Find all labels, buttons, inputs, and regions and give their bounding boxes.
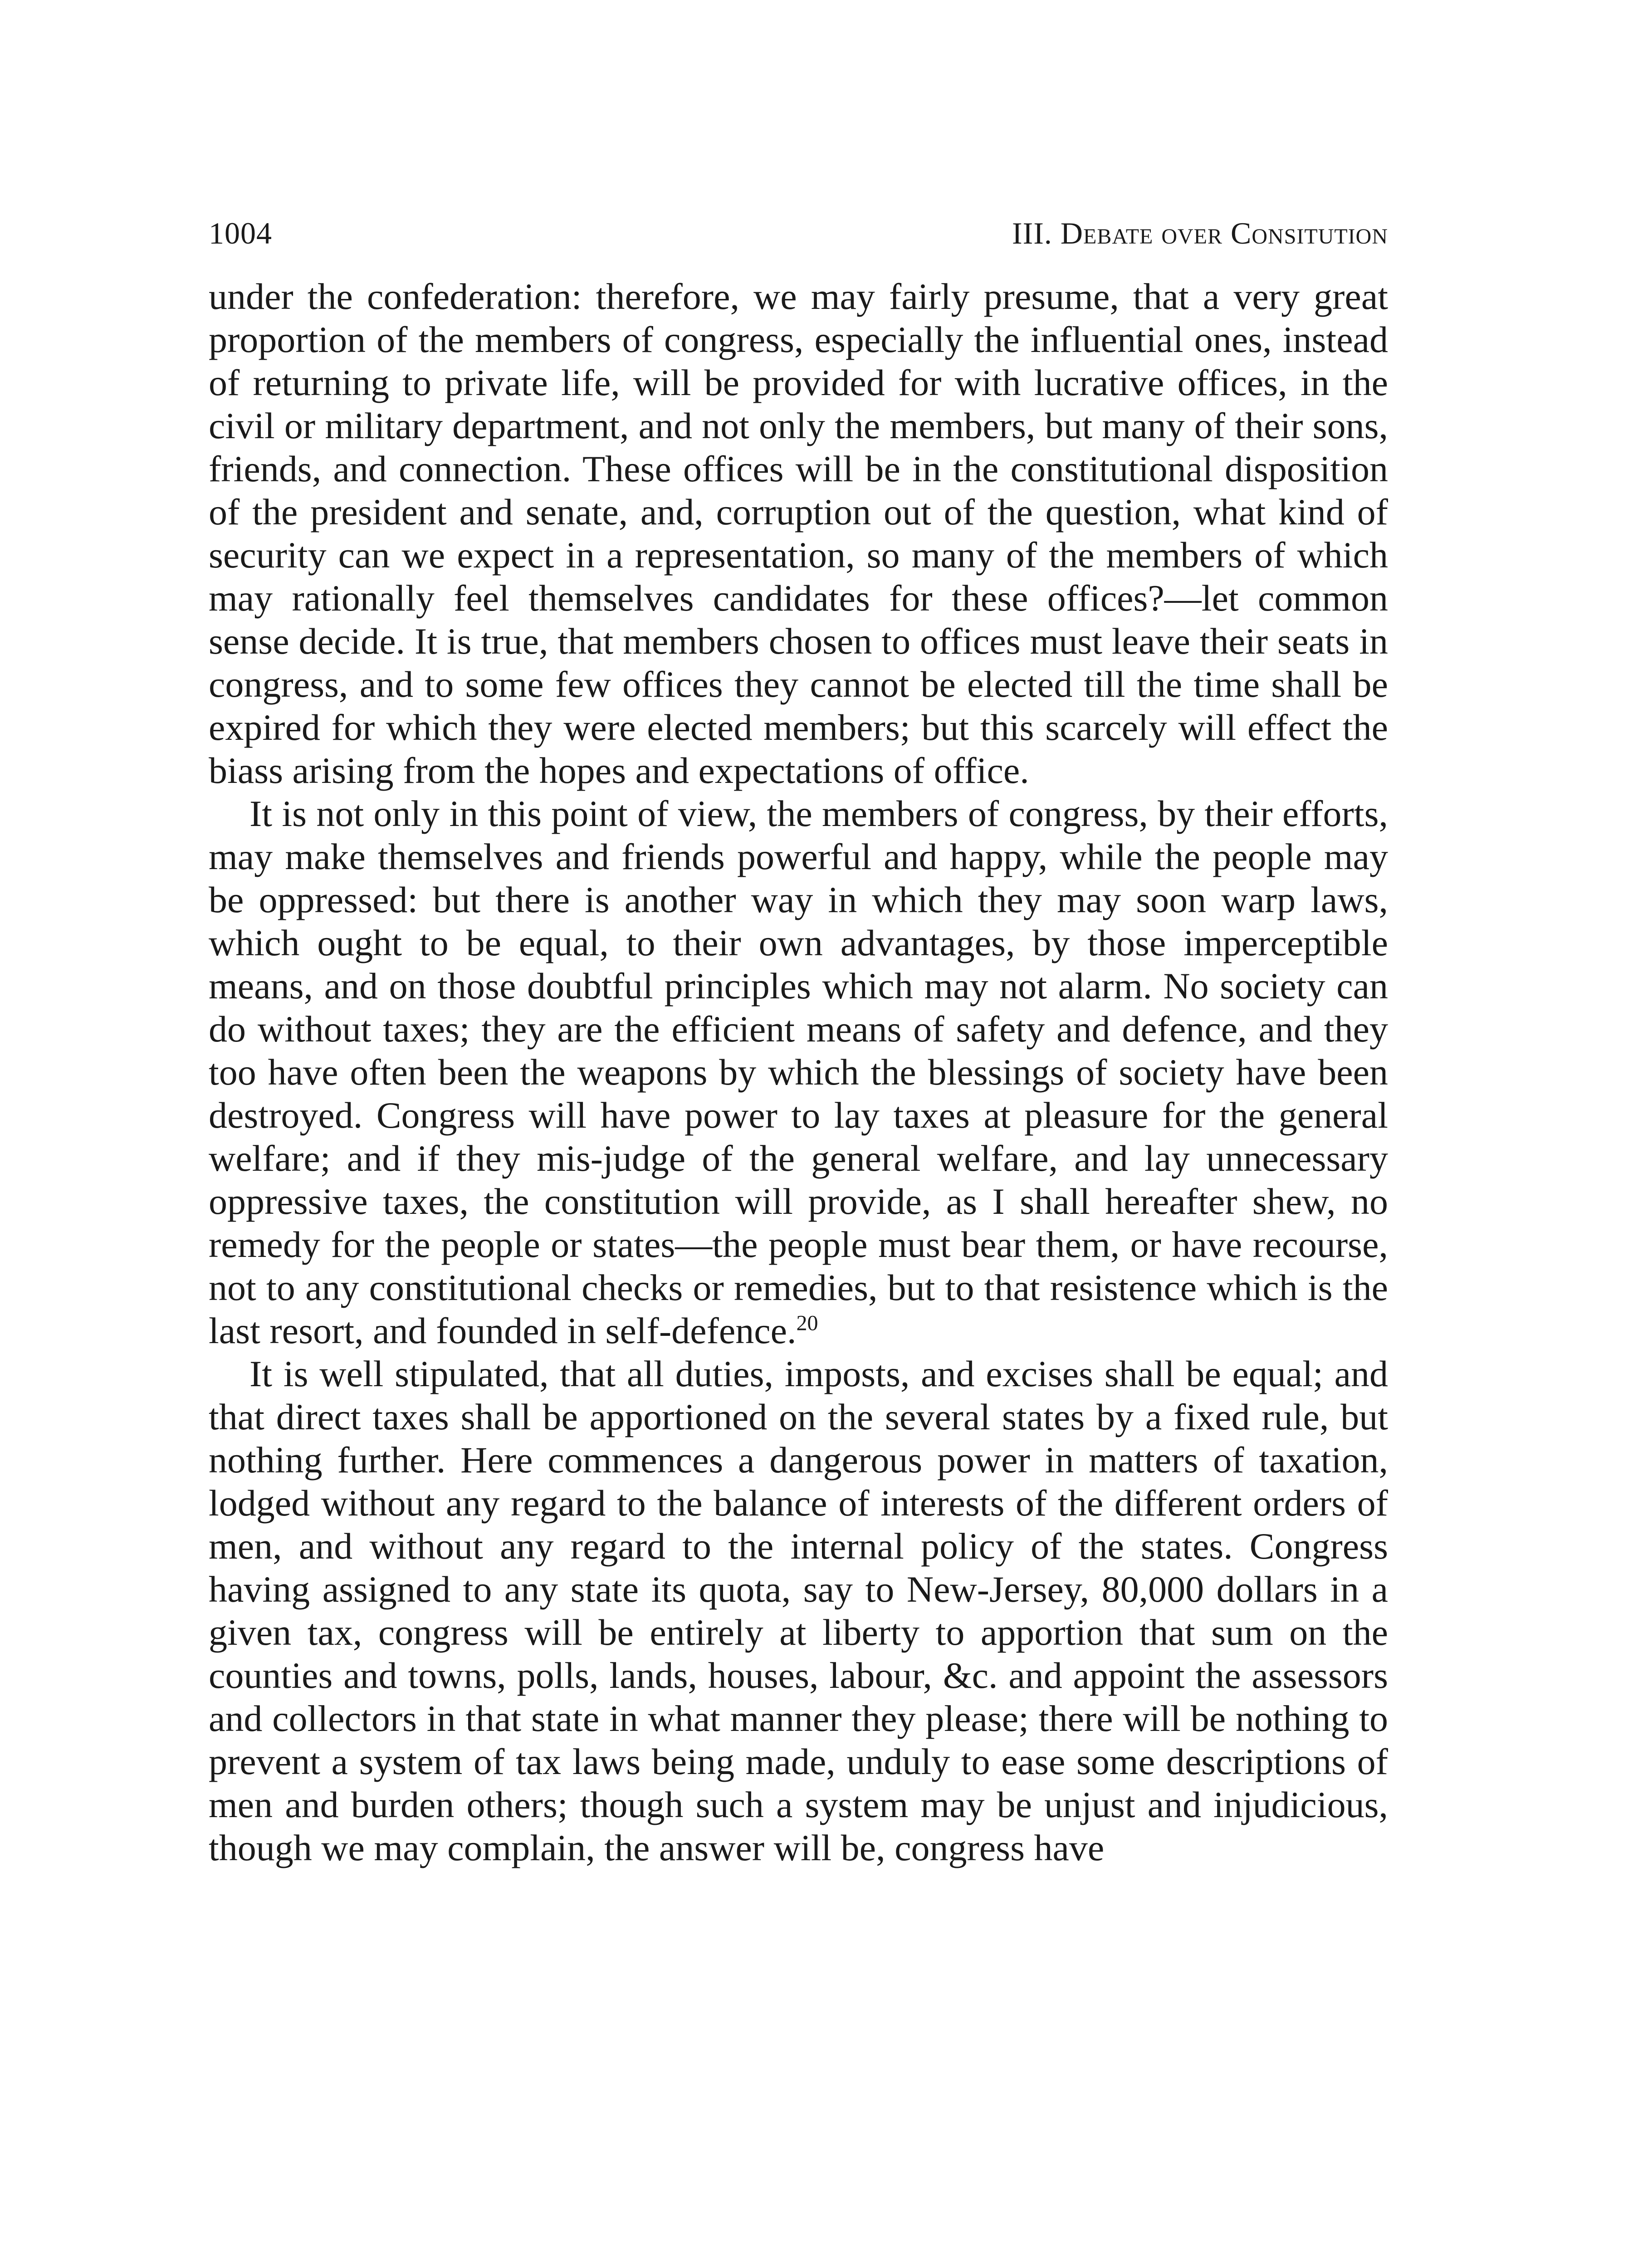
paragraph-1-text: under the confederation: therefore, we may fairly presume, that a very great proportion of the members of congress, especially the influential ones, instead of returning to private life, will be provided for with lucrative offices, in the civil or military department, and not only the members, but many of their sons, friends, and connection. These offices will be in the constitutional disposition of the president and senate, and, corruption out of the question, what kind of security can we expect in a representation, so many of the members of which may rationally feel themselves candidates for these offices?—let common sense decide. It is true, that members chosen to offices must leave their seats in congress, and to some few offices they cannot be elected till the time shall be expired for which they were elected members; but this scarcely will effect the biass arising from the hopes and expectations of office.: [209, 276, 1388, 791]
paragraph-1: [209, 275, 1388, 792]
document-page: [209, 218, 1388, 1869]
page-number: 1004: [209, 216, 272, 250]
paragraph-3-text: It is well stipulated, that all duties, imposts, and excises shall be equal; and that direct taxes shall be apportioned on the several states by a fixed rule, but nothing further. Here commences a dangerous power in matters of taxation, lodged without any regard to the balance of interests of the different orders of men, and without any regard to the internal policy of the states. Congress having assigned to any state its quota, say to New-Jersey, 80,000 dollars in a given tax, congress will be entirely at liberty to apportion that sum on the counties and towns, polls, lands, houses, labour, &c. and appoint the assessors and collectors in that state in what manner they please; there will be nothing to prevent a system of tax laws being made, unduly to ease some descriptions of men and burden others; though such a system may be unjust and injudicious, though we may complain, the answer will be, congress have: [209, 1353, 1388, 1868]
paragraph-3: [209, 1352, 1388, 1869]
body-text: [209, 275, 1388, 1869]
paragraph-2: [209, 792, 1388, 1352]
paragraph-2-text: It is not only in this point of view, the members of congress, by their efforts, may make themselves and friends powerful and happy, while the people may be oppressed: but there is another way in which they may soon warp laws, which ought to be equal, to their own advantages, by those imperceptible means, and on those doubtful principles which may not alarm. No society can do without taxes; they are the efficient means of safety and defence, and they too have often been the weapons by which the blessings of society have been destroyed. Congress will have power to lay taxes at pleasure for the general welfare; and if they mis-judge of the general welfare, and lay unnecessary oppressive taxes, the constitution will provide, as I shall hereafter shew, no remedy for the people or states—the people must bear them, or have recourse, not to any constitutional checks or remedies, but to that resistence which is the last resort, and founded in self-defence.: [209, 793, 1388, 1351]
footnote-reference[interactable]: 20: [796, 1311, 818, 1335]
running-head: [209, 218, 1388, 249]
section-title: III. Debate over Consitution: [1012, 216, 1388, 250]
